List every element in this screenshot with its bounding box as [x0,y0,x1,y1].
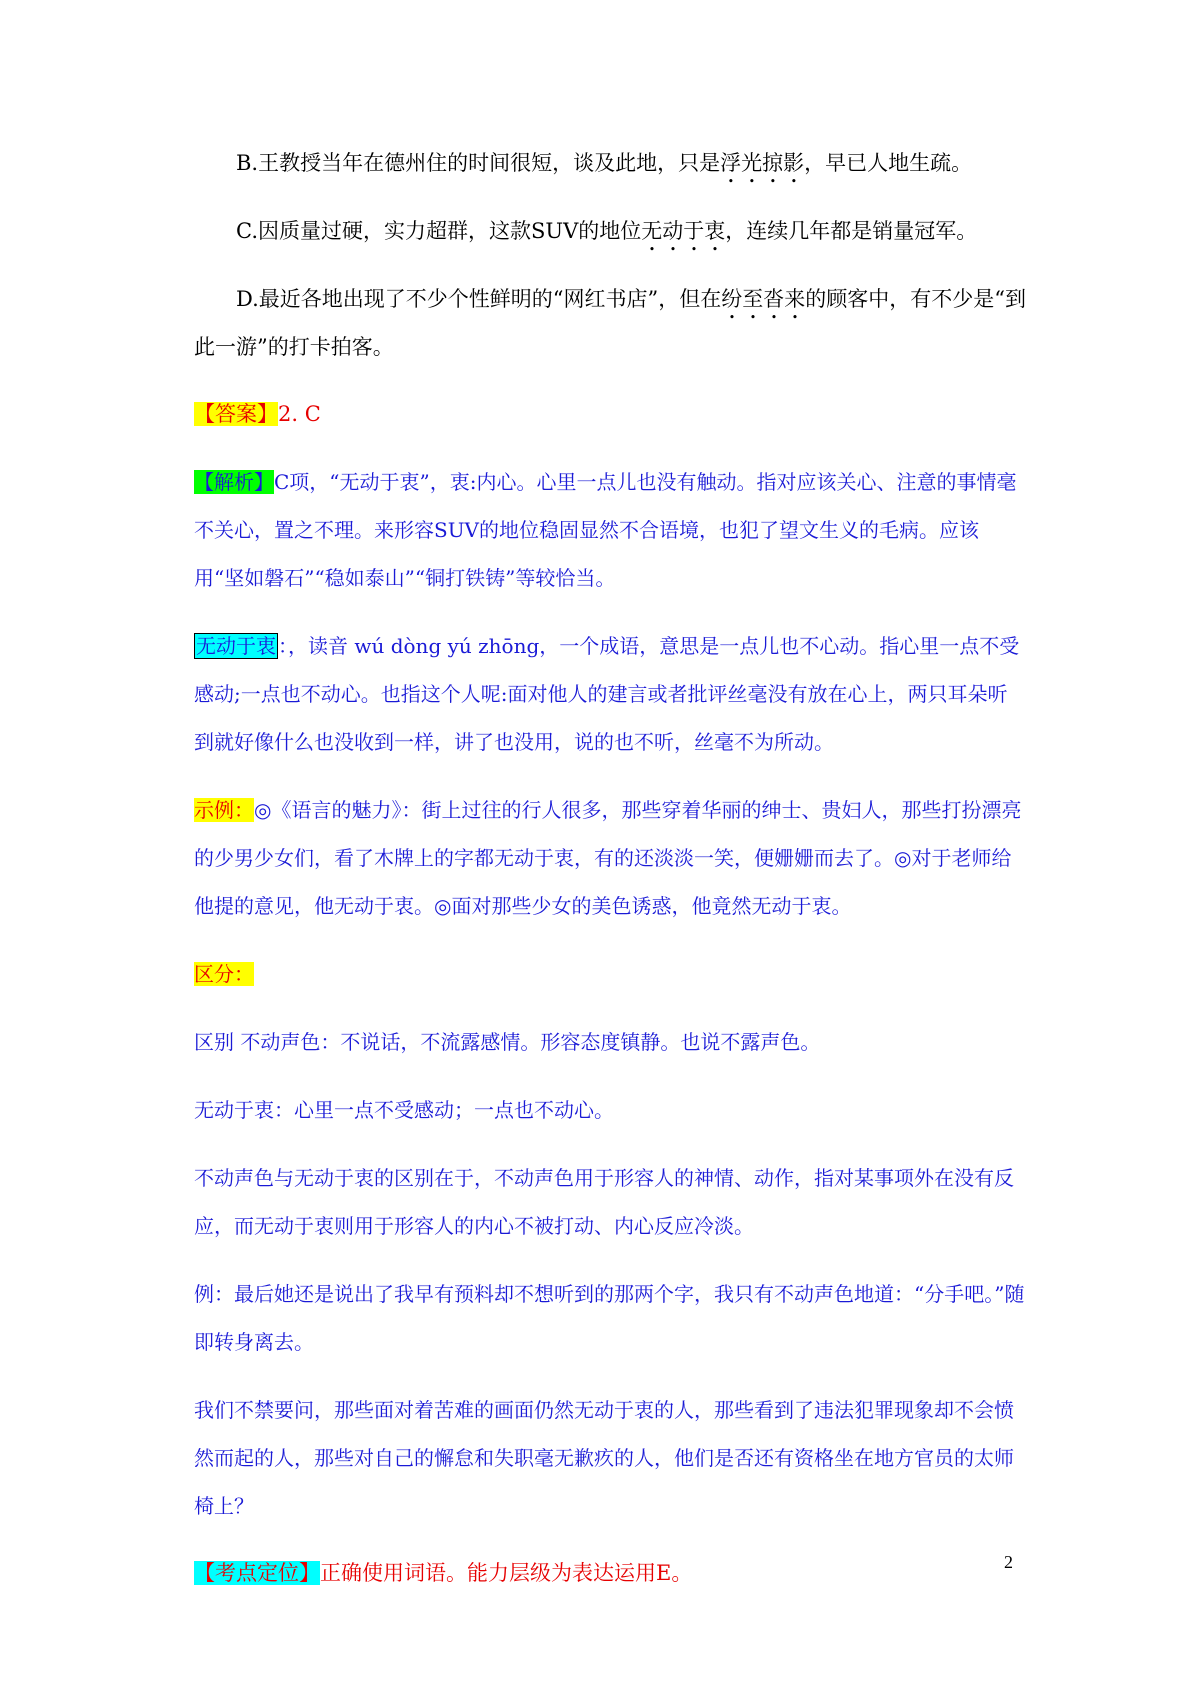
page-number: 2 [1004,1552,1013,1572]
diff-line: 不动声色与无动于衷的区别在于，不动声色用于形容人的神情、动作，指对某事项外在没有反应，而无动于衷则用于形容人的内心不被打动、内心反应冷淡。 [194,1166,1014,1238]
option-b-marked-idiom: 浮光掠影 [720,151,805,175]
example-text: ◎《语言的魅力》：街上过往的行人很多，那些穿着华丽的绅士、贵妇人，那些打扮漂亮的少男少女们，看了木牌上的字都无动于衷，有的还淡淡一笑，便姗姗而去了。◎对于老师给他提的意见，他无动于衷。◎面对那些少女的美色诱惑，他竟然无动于衷。 [194,798,1022,918]
option-c-marked-idiom: 无动于衷 [641,219,726,243]
example-label: 示例： [194,798,254,822]
distinguish-label: 区分： [194,962,254,986]
option-b-text: B.王教授当年在德州住的时间很短，谈及此地，只是 [236,151,721,175]
answer-label: 【答案】 [194,402,278,426]
option-b [194,140,1026,188]
option-c [194,208,1026,256]
analysis-paragraph [194,458,1026,602]
option-c-text: C.因质量过硬，实力超群，这款SUV的地位 [236,219,642,243]
diff-example-line: 例：最后她还是说出了我早有预料却不想听到的那两个字，我只有不动声色地道：“分手吧。”随即转身离去。 [194,1282,1025,1354]
answer-line [194,391,1026,438]
definition-paragraph [194,622,1026,766]
answer-value: 2. C [278,402,321,426]
diff-line: 区别 不动声色：不说话，不流露感情。形容态度镇静。也说不露声色。 [194,1030,821,1054]
kaodian-line [194,1550,1026,1597]
option-b-text-end: ，早已人地生疏。 [804,151,973,175]
option-d-marked-idiom: 纷至沓来 [721,287,806,311]
analysis-text: C项，“无动于衷”，衷:内心。心里一点儿也没有触动。指对应该关心、注意的事情毫不关心，置之不理。来形容SUV的地位稳固显然不合语境，也犯了望文生义的毛病。应该用“坚如磐石”“稳如泰山”“铜打铁铸”等较恰当。 [194,470,1017,590]
diff-line: 我们不禁要问，那些面对着苦难的画面仍然无动于衷的人，那些看到了违法犯罪现象却不会愤然而起的人，那些对自己的懈怠和失职毫无歉疚的人，他们是否还有资格坐在地方官员的太师椅上？ [194,1398,1014,1518]
page-content [194,140,1026,1597]
diff-line: 无动于衷：心里一点不受感动；一点也不动心。 [194,1098,614,1122]
option-d-text: D.最近各地出现了不少个性鲜明的“网红书店”，但在 [236,287,722,311]
definition-text: ：，读音 wú dòng yú zhōng，一个成语，意思是一点儿也不心动。指心里一点不受感动;一点也不动心。也指这个人呢:面对他人的建言或者批评丝毫没有放在心上，两只耳朵听到就好像什么也没收到一样，讲了也没用，说的也不听，丝毫不为所动。 [194,634,1020,754]
option-d-text-end: 的顾客中，有不少是“到此一游”的打卡拍客。 [194,287,1026,359]
kaodian-label: 【考点定位】 [194,1561,320,1585]
example-paragraph [194,786,1026,930]
option-d [194,276,1026,371]
definition-label: 无动于衷 [196,634,276,658]
option-c-text-end: ，连续几年都是销量冠军。 [725,219,978,243]
kaodian-text: 正确使用词语。能力层级为表达运用E。 [320,1561,693,1585]
distinguish-heading [194,950,1026,998]
analysis-label: 【解析】 [194,470,274,494]
